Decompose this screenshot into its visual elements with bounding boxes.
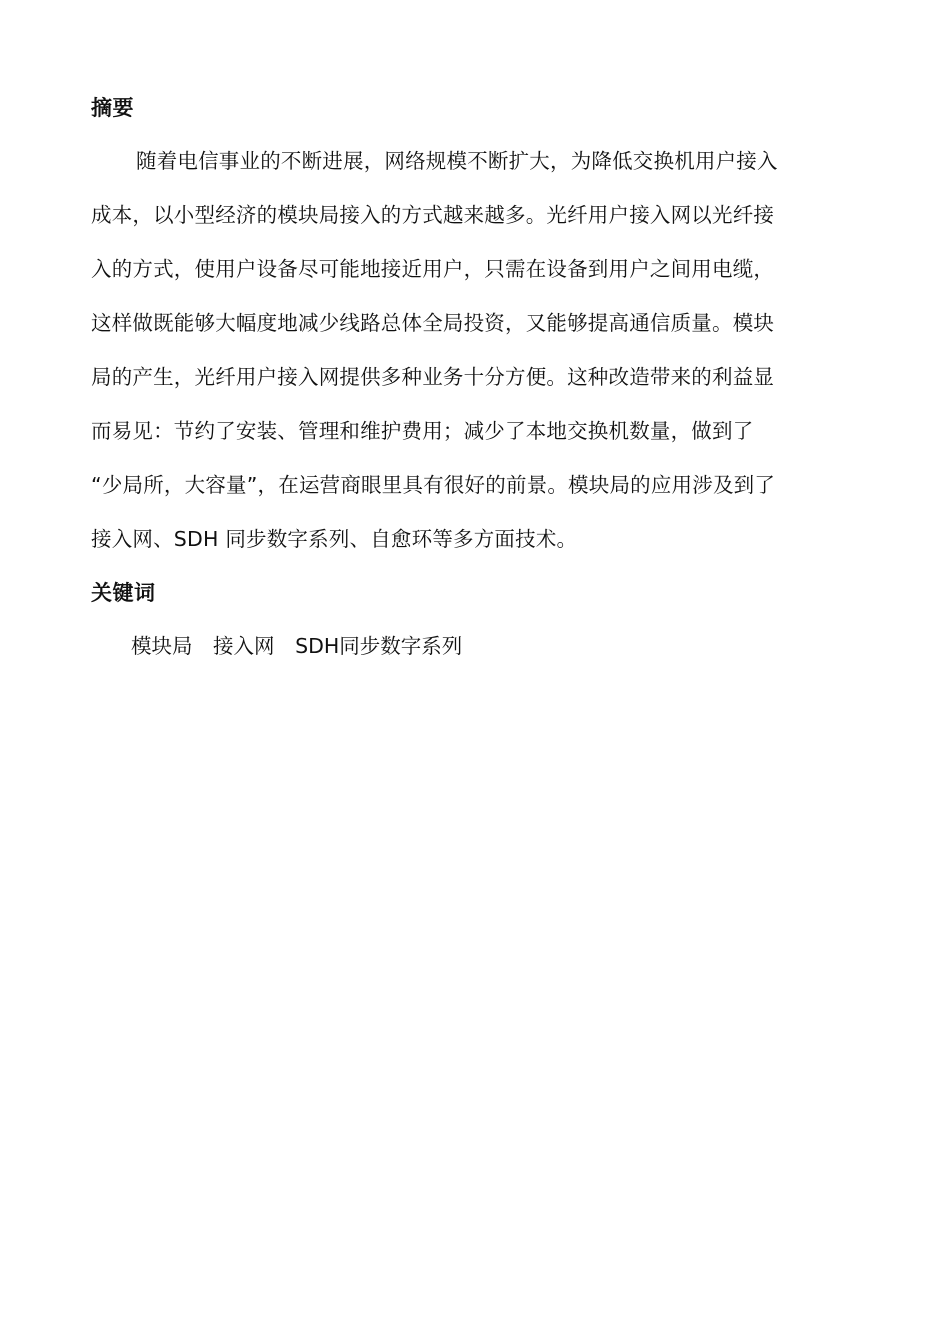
keyword-item: 模块局: [131, 634, 193, 658]
keyword-item: SDH同步数字系列: [295, 634, 463, 658]
keywords-list: [131, 630, 476, 662]
abstract-line: 成本，以小型经济的模块局接入的方式越来越多。光纤用户接入网以光纤接: [91, 203, 775, 227]
keywords-heading: 关键词: [91, 581, 156, 605]
abstract-paragraph: [91, 145, 861, 577]
keyword-item: 接入网: [213, 634, 275, 658]
abstract-line: 入的方式，使用户设备尽可能地接近用户，只需在设备到用户之间用电缆，: [91, 257, 775, 281]
abstract-line: “少局所，大容量”，在运营商眼里具有很好的前景。模块局的应用涉及到了: [91, 473, 776, 497]
abstract-heading: 摘要: [91, 96, 134, 120]
abstract-line: 这样做既能够大幅度地减少线路总体全局投资，又能够提高通信质量。模块: [91, 311, 775, 335]
abstract-line: 而易见：节约了安装、管理和维护费用；减少了本地交换机数量，做到了: [91, 419, 754, 443]
abstract-line: 接入网、SDH 同步数字系列、自愈环等多方面技术。: [91, 527, 578, 551]
abstract-line: 随着电信事业的不断进展，网络规模不断扩大，为降低交换机用户接入: [136, 149, 778, 173]
abstract-line: 局的产生，光纤用户接入网提供多种业务十分方便。这种改造带来的利益显: [91, 365, 775, 389]
